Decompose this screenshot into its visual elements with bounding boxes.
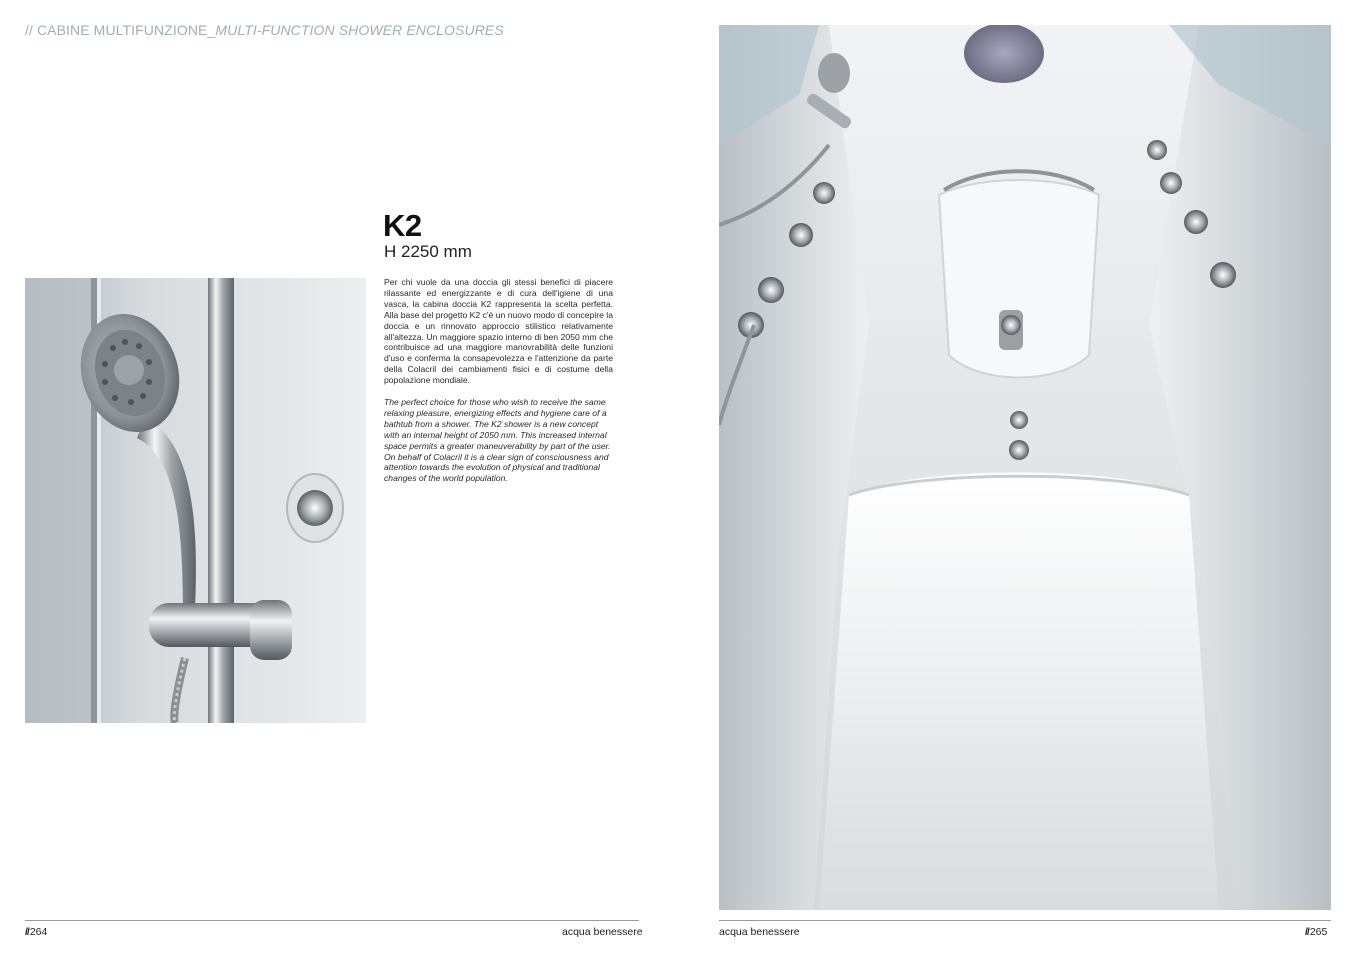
shower-head-illustration: [25, 278, 366, 723]
page-number-prefix: //: [25, 926, 29, 938]
shower-head-photo: [25, 278, 366, 723]
product-height: H 2250 mm: [384, 242, 472, 261]
page-number-right: [1305, 926, 1327, 938]
footer-brand-left: acqua benessere: [562, 926, 643, 938]
page-number-value: 265: [1309, 926, 1328, 938]
section-header: [25, 22, 504, 38]
footer-rule: [719, 920, 1331, 921]
description-italian: Per chi vuole da una doccia gli stessi benefici di piacere rilassante ed energizzante e di cura dell'igiene di una vasca, la cabina doccia K2 rappresenta la scelta perfetta. Alla base del progetto K2 c'è un nuovo modo di concepire la doccia e un rinnovato approccio stilistico relativamente all'altezza. Un maggiore spazio interno di ben 2050 mm che contribuisce ad una maggiore manovrabilità delle funzioni d'uso e conferma la consapevolezza e l'attenzione da parte della Colacril dei cambiamenti fisici e di costume della popolazione mondiale.: [384, 277, 613, 386]
page-number-prefix: //: [1305, 926, 1309, 938]
right-page: [678, 0, 1356, 959]
section-header-english: MULTI-FUNCTION SHOWER ENCLOSURES: [215, 22, 504, 38]
page-number-value: 264: [29, 926, 48, 938]
shower-interior-photo: [719, 25, 1331, 910]
description-english: The perfect choice for those who wish to receive the same relaxing pleasure, energizing effects and hygiene care of a bathtub from a shower. The K2 shower is a new concept with an internal height of 2050 mm. This increased internal space permits a greater maneuverability by part of the user. On behalf of Colacril it is a clear sign of consciousness and attention towards the evolution of physical and traditional changes of the world population.: [384, 397, 611, 484]
footer-brand-right: acqua benessere: [719, 926, 800, 938]
product-name: K2: [383, 208, 422, 243]
section-header-italian: // CABINE MULTIFUNZIONE_: [25, 22, 216, 38]
footer-rule: [25, 920, 639, 921]
page-number-left: [25, 926, 47, 938]
shower-interior-illustration: [719, 25, 1331, 910]
